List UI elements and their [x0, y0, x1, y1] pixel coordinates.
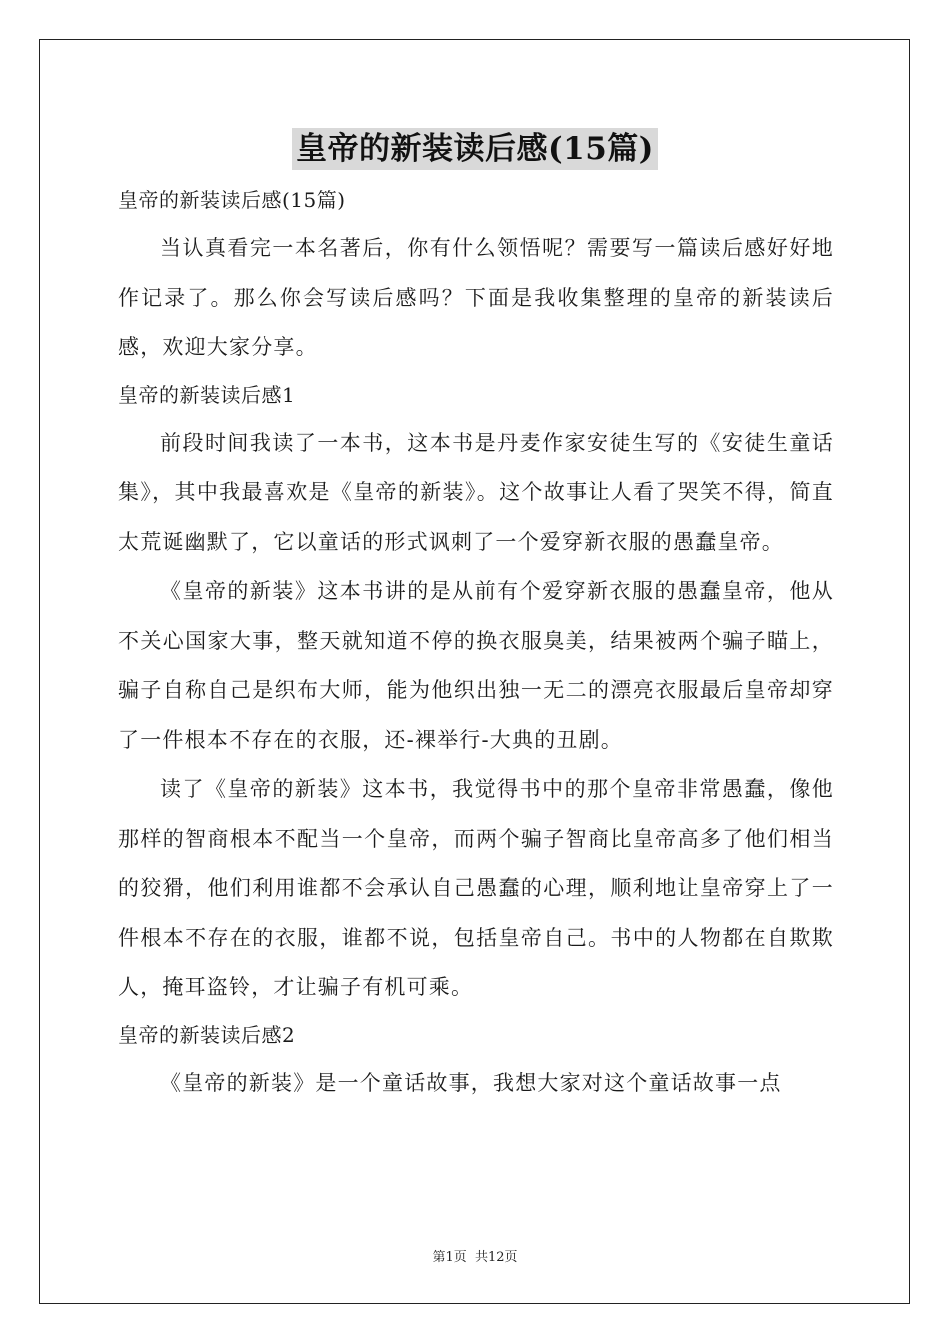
section-1-paragraph-2: 《皇帝的新装》这本书讲的是从前有个爱穿新衣服的愚蠢皇帝，他从不关心国家大事，整天就知道不停的换衣服臭美，结果被两个骗子瞄上，骗子自称自己是织布大师，能为他织出独一无二的漂亮衣服最后皇帝却穿了一件根本不存在的衣服，还-裸举行-大典的丑剧。 [118, 579, 834, 752]
total-pages: 共12页 [474, 1250, 518, 1265]
document-title: 皇帝的新装读后感(15篇) [292, 128, 658, 170]
section-1-paragraph-3: 读了《皇帝的新装》这本书，我觉得书中的那个皇帝非常愚蠢，像他那样的智商根本不配当一个皇帝，而两个骗子智商比皇帝高多了他们相当的狡猾，他们利用谁都不会承认自己愚蠢的心理，顺利地让皇帝穿上了一件根本不存在的衣服，谁都不说，包括皇帝自己。书中的人物都在自欺欺人，掩耳盗铃，才让骗子有机可乘。 [118, 777, 834, 999]
title-wrapper [0, 128, 950, 170]
section-heading-1: 皇帝的新装读后感1 [118, 382, 296, 407]
page-footer [0, 1246, 950, 1265]
section-1-paragraph-1: 前段时间我读了一本书，这本书是丹麦作家安徒生写的《安徒生童话集》，其中我最喜欢是《皇帝的新装》。这个故事让人看了哭笑不得，简直太荒诞幽默了，它以童话的形式讽刺了一个爱穿新衣服的愚蠢皇帝。 [118, 430, 834, 554]
section-2-paragraph-1: 《皇帝的新装》是一个童话故事，我想大家对这个童话故事一点 [160, 1070, 782, 1095]
intro-paragraph: 当认真看完一本名著后，你有什么领悟呢？需要写一篇读后感好好地作记录了。那么你会写读后感吗？下面是我收集整理的皇帝的新装读后感，欢迎大家分享。 [118, 236, 834, 359]
section-heading-2: 皇帝的新装读后感2 [118, 1022, 296, 1047]
document-subtitle: 皇帝的新装读后感(15篇) [118, 188, 346, 212]
document-body [118, 180, 834, 1108]
page-number: 第1页 [432, 1250, 467, 1265]
